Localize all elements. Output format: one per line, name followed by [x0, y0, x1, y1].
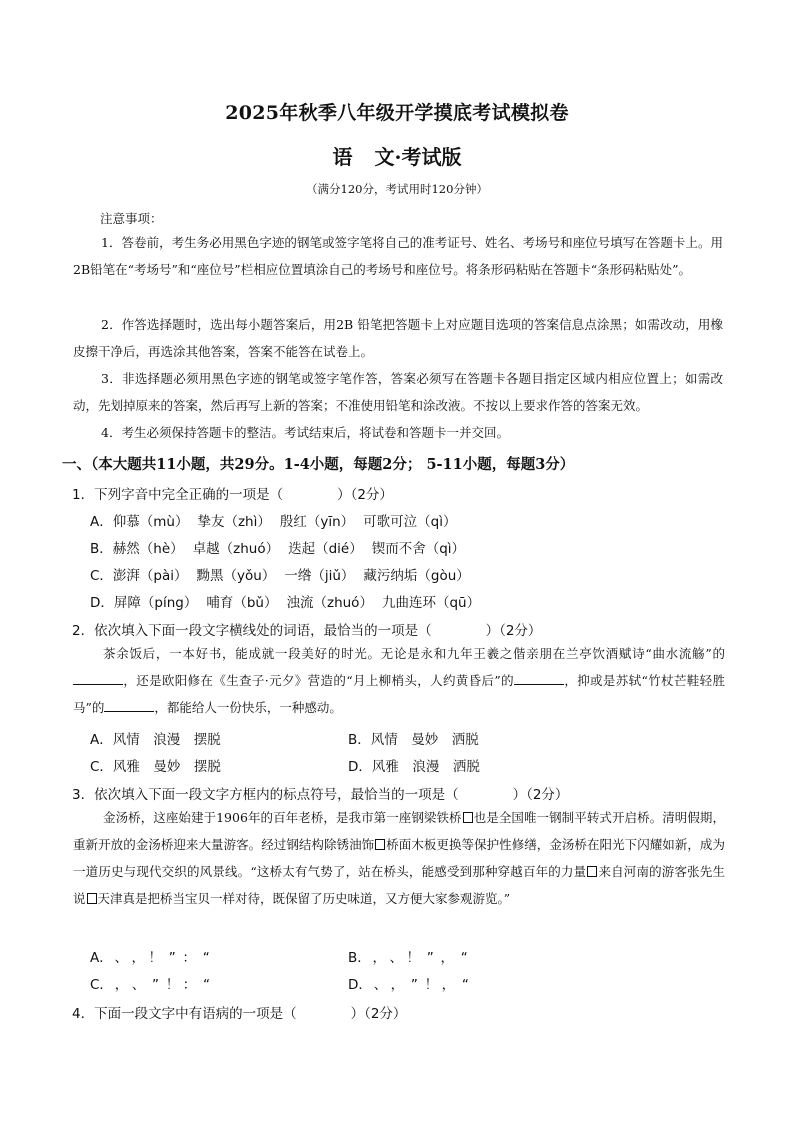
- option-word: 可歌可泣（qì）: [363, 514, 457, 530]
- q2-option-b[interactable]: B．风情 曼妙 洒脱: [348, 732, 479, 748]
- punctuation-box[interactable]: [375, 839, 385, 850]
- fill-blank[interactable]: [73, 674, 123, 685]
- punct: 、: [373, 977, 388, 993]
- notes-heading: 注意事项：: [100, 211, 163, 226]
- punctuation-box[interactable]: [463, 812, 473, 823]
- q1-option-b[interactable]: [90, 537, 474, 557]
- passage-text: ，还是欧阳修在《生查子·元夕》营造的“月上柳梢头，人约黄昏后”的: [123, 673, 514, 688]
- punct: ，: [441, 977, 456, 993]
- option-word: 黝黑（yǒu）: [196, 568, 276, 584]
- option-word: 迭起（dié）: [288, 541, 363, 557]
- option-word: 锲而不舍（qì）: [371, 541, 466, 557]
- punct: ，: [114, 977, 129, 993]
- punct: ”: [168, 950, 176, 966]
- punct: “: [202, 950, 210, 966]
- question-2-passage: [73, 640, 725, 721]
- option-word: 挚友（zhì）: [197, 514, 271, 530]
- option-word: C．澎湃（pài）: [90, 568, 188, 584]
- note-item: 1．答卷前，考生务必用黑色字迹的钢笔或签字笔将自己的准考证号、姓名、考场号和座位号填写在答题卡上。用2B铅笔在“考场号”和“座位号”栏相应位置填涂自己的考场号和座位号。将条形码粘贴在答题卡“条形码粘贴处”。: [73, 235, 723, 277]
- option-word: D．屏障（píng）: [90, 595, 198, 611]
- question-4-stem: 4．下面一段文字中有语病的一项是（ ）（2分）: [72, 1006, 407, 1022]
- punct: 、: [389, 950, 404, 966]
- punct: ，: [131, 950, 145, 966]
- punct: ！: [424, 977, 439, 993]
- q3-option-b[interactable]: [348, 946, 473, 966]
- option-word: 一绺（jiǔ）: [284, 568, 355, 584]
- punct: ”: [410, 977, 418, 993]
- option-word: B．赫然（hè）: [90, 541, 184, 557]
- question-2-stem: 2．依次填入下面一段文字横线处的词语，最恰当的一项是（ ）（2分）: [72, 623, 542, 639]
- punct: “: [202, 977, 210, 993]
- passage-text: 天津真是把桥当宝贝一样对待，既保留了历史味道，又方便大家参观游览。”: [97, 891, 511, 906]
- punct: ！: [148, 950, 162, 966]
- q3-option-d[interactable]: [348, 973, 474, 993]
- note-item: 2．作答选择题时，选出每小题答案后，用2B 铅笔把答题卡上对应题目选项的答案信息点涂黑；如需改动，用橡皮擦干净后，再选涂其他答案，答案不能答在试卷上。: [73, 317, 723, 359]
- q1-option-d[interactable]: [90, 591, 489, 611]
- passage-text: 也是全国唯一钢制平转式开启桥。清明假期，重新开放的金汤桥迎来大量游客。经过钢结构除锈油饰: [73, 810, 725, 852]
- paper-title: 2025年秋季八年级开学摸底考试模拟卷: [225, 102, 569, 124]
- note-item: 3．非选择题必须用黑色字迹的钢笔或签字笔作答，答案必须写在答题卡各题目指定区域内相应位置上；如需改动，先划掉原来的答案，然后再写上新的答案；不准使用铅笔和涂改液。不按以上要求作答的答案无效。: [73, 371, 723, 413]
- option-letter: A．: [90, 950, 113, 966]
- punct: ，: [372, 950, 387, 966]
- option-word: 九曲连环（qū）: [381, 595, 481, 611]
- punct: ，: [440, 950, 455, 966]
- punct: ！: [165, 977, 180, 993]
- q2-option-d[interactable]: D．风雅 浪漫 洒脱: [348, 759, 480, 775]
- q2-option-c[interactable]: C．风雅 曼妙 摆脱: [90, 759, 221, 775]
- subject-title: [0, 141, 794, 170]
- passage-text: 来自河南的游客张先生说: [73, 864, 725, 906]
- punct: ：: [182, 950, 196, 966]
- question-3-stem: 3．依次填入下面一段文字方框内的标点符号，最恰当的一项是（ ）（2分）: [72, 787, 569, 803]
- section-heading: 一、（本大题共11小题，共29分。1-4小题，每题2分； 5-11小题，每题3分）: [62, 456, 575, 473]
- punct: “: [461, 977, 469, 993]
- punct: ！: [406, 950, 421, 966]
- option-letter: B．: [348, 950, 371, 966]
- punct: ”: [151, 977, 159, 993]
- punctuation-box[interactable]: [87, 893, 97, 904]
- option-letter: C．: [90, 977, 113, 993]
- subject-char-1: 语: [332, 145, 353, 169]
- passage-text: ，都能给人一份快乐，一种感动。: [154, 700, 342, 715]
- option-word: 殷红（yīn）: [279, 514, 355, 530]
- passage-text: 金汤桥，这座始建于1906年的百年老桥，是我市第一座钢梁铁桥: [103, 810, 462, 825]
- note-item: 4．考生必须保持答题卡的整洁。考试结束后，将试卷和答题卡一并交回。: [101, 425, 509, 440]
- fill-blank[interactable]: [104, 701, 154, 712]
- q3-option-a[interactable]: [90, 946, 215, 966]
- q1-option-a[interactable]: [90, 510, 465, 530]
- punct: ，: [390, 977, 405, 993]
- punct: 、: [131, 977, 146, 993]
- q2-option-a[interactable]: A．风情 浪漫 摆脱: [90, 732, 221, 748]
- punct: 、: [114, 950, 128, 966]
- passage-text: ，抑或是苏轼“竹杖芒鞋轻胜马”的: [73, 673, 725, 715]
- exam-info: （满分120分，考试用时120分钟）: [306, 182, 488, 196]
- q3-option-c[interactable]: [90, 973, 215, 993]
- punct: “: [460, 950, 468, 966]
- passage-text: 茶余饭后，一本好书，能成就一段美好的时光。无论是永和九年王羲之偕亲朋在兰亭饮酒赋诗“曲水流觞”的: [103, 646, 725, 661]
- option-word: 浊流（zhuó）: [286, 595, 373, 611]
- option-letter: D．: [348, 977, 372, 993]
- option-word: 藏污纳垢（gòu）: [363, 568, 470, 584]
- option-word: 哺育（bǔ）: [206, 595, 278, 611]
- subject-edition: 文·考试版: [374, 145, 462, 169]
- passage-text: 桥面木板更换等保护性修缮，金汤桥在阳光下闪耀如新，成为一道历史与现代交织的风景线。“这桥太有气势了，站在桥头，能感受到那种穿越百年的力量: [73, 837, 725, 879]
- q1-option-c[interactable]: [90, 564, 479, 584]
- punctuation-box[interactable]: [587, 866, 597, 877]
- question-1-stem: 1．下列字音中完全正确的一项是（ ）（2分）: [72, 487, 393, 503]
- punct: ”: [426, 950, 434, 966]
- question-3-passage: [73, 804, 725, 912]
- fill-blank[interactable]: [514, 674, 564, 685]
- option-word: A．仰慕（mù）: [90, 514, 189, 530]
- punct: ：: [182, 977, 197, 993]
- option-word: 卓越（zhuó）: [192, 541, 280, 557]
